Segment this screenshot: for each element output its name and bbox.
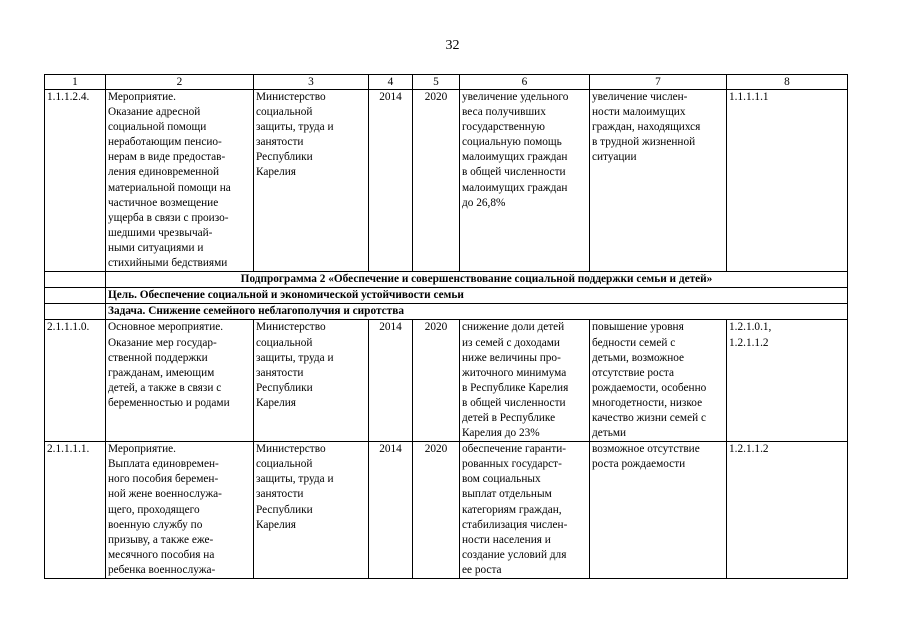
cell-line: увеличение числен- <box>592 91 688 103</box>
cell-line: вом социальных <box>462 473 541 486</box>
code-cell <box>45 320 106 442</box>
section-spacer-cell <box>45 304 106 320</box>
table-row <box>45 320 848 442</box>
column-number-header: 6 <box>460 75 590 90</box>
cell-line: малоимущих граждан <box>462 151 568 164</box>
cell-line: ее роста <box>462 563 502 576</box>
cell-line: Основное мероприятие. <box>108 321 224 334</box>
section-row <box>45 304 848 320</box>
cell-line: обеспечение гаранти- <box>462 443 567 456</box>
cell-line: детьми <box>592 427 627 440</box>
cell-line: ущерба в связи с произо- <box>108 211 229 224</box>
cell-line: в Республике Карелия <box>462 381 569 394</box>
section-heading: Подпрограмма 2 «Обеспечение и совершенствование социальной поддержки семьи и детей» <box>106 272 848 288</box>
cell-line: детей в Республике <box>462 411 556 424</box>
cell-line: повышение уровня <box>592 321 684 334</box>
section-spacer-cell <box>45 288 106 304</box>
cell-line: защиты, труда и <box>256 121 334 134</box>
cell-line: ситуации <box>592 151 637 164</box>
cell-line: Республики <box>256 151 313 164</box>
column-number-header: 8 <box>727 75 848 90</box>
expected-result-cell <box>460 90 590 272</box>
measure-name-cell <box>106 320 254 442</box>
cell-line: ными ситуациями и <box>108 241 204 254</box>
cell-line: 1.1.1.2.4. <box>47 91 90 103</box>
code-cell <box>45 90 106 272</box>
column-number-header: 2 <box>106 75 254 90</box>
cell-line: защиты, труда и <box>256 473 334 486</box>
cell-line: Карелия <box>256 396 296 409</box>
cell-line: увеличение удельного <box>462 91 569 103</box>
cell-line: веса получивших <box>462 106 546 119</box>
consequence-cell <box>590 90 727 272</box>
cell-line: социальной помощи <box>108 121 207 134</box>
code-cell <box>45 442 106 579</box>
executor-cell <box>254 442 369 579</box>
cell-line: шедшими чрезвычай- <box>108 226 213 239</box>
cell-line: Карелия <box>256 518 296 531</box>
cell-line: социальной <box>256 458 313 471</box>
indicator-link-cell <box>727 320 848 442</box>
column-number-header: 4 <box>369 75 413 90</box>
cell-line: рождаемости, особенно <box>592 381 707 394</box>
cell-line: военную службу по <box>108 518 203 531</box>
cell-line: Оказание адресной <box>108 106 201 119</box>
end-year-cell: 2020 <box>413 320 460 442</box>
cell-line: Оказание мер государ- <box>108 336 217 349</box>
expected-result-cell <box>460 442 590 579</box>
cell-line: в общей численности <box>462 166 566 179</box>
table-row <box>45 90 848 272</box>
end-year-cell: 2020 <box>413 442 460 579</box>
cell-line: бедности семей с <box>592 336 676 349</box>
section-row <box>45 272 848 288</box>
cell-line: ребенка военнослужа- <box>108 563 216 576</box>
column-number-header: 3 <box>254 75 369 90</box>
cell-line: в общей численности <box>462 396 566 409</box>
cell-line: ного пособия беремен- <box>108 473 219 486</box>
measure-name-cell <box>106 442 254 579</box>
cell-line: ления единовременной <box>108 166 220 179</box>
program-table <box>44 74 848 579</box>
cell-line: Выплата единовремен- <box>108 458 219 471</box>
indicator-link-cell <box>727 442 848 579</box>
cell-line: снижение доли детей <box>462 321 565 334</box>
cell-line: Мероприятие. <box>108 443 176 456</box>
cell-line: Республики <box>256 381 313 394</box>
cell-line: детьми, возможное <box>592 351 685 364</box>
start-year-cell: 2014 <box>369 442 413 579</box>
cell-line: государственную <box>462 121 545 134</box>
cell-line: граждан, находящихся <box>592 121 701 134</box>
cell-line: социальной <box>256 106 313 119</box>
column-number-header: 5 <box>413 75 460 90</box>
cell-line: месячного пособия на <box>108 548 215 561</box>
cell-line: до 26,8% <box>462 196 506 209</box>
cell-line: 2.1.1.1.1. <box>47 443 90 456</box>
cell-line: 1.1.1.1.1 <box>729 91 769 103</box>
cell-line: Республики <box>256 503 313 516</box>
cell-line: занятости <box>256 366 304 379</box>
cell-line: житочного минимума <box>462 366 567 379</box>
cell-line: призыву, а также еже- <box>108 533 214 546</box>
cell-line: роста рождаемости <box>592 458 686 471</box>
measure-name-cell <box>106 90 254 272</box>
cell-line: ной жене военнослужа- <box>108 488 222 501</box>
cell-line: Министерство <box>256 443 326 456</box>
cell-line: отсутствие роста <box>592 366 675 379</box>
cell-line: многодетности, низкое <box>592 396 703 409</box>
table-row <box>45 442 848 579</box>
cell-line: частичное возмещение <box>108 196 219 209</box>
cell-line: Карелия до 23% <box>462 427 540 440</box>
cell-line: качество жизни семей с <box>592 411 706 424</box>
section-row <box>45 288 848 304</box>
cell-line: стихийными бедствиями <box>108 257 228 270</box>
cell-line: щего, проходящего <box>108 503 200 516</box>
start-year-cell: 2014 <box>369 320 413 442</box>
cell-line: Министерство <box>256 91 326 103</box>
cell-line: категориям граждан, <box>462 503 562 516</box>
column-number-header: 1 <box>45 75 106 90</box>
cell-line: ности малоимущих <box>592 106 686 119</box>
indicator-link-cell <box>727 90 848 272</box>
cell-line: рованных государст- <box>462 458 562 471</box>
section-heading: Цель. Обеспечение социальной и экономической устойчивости семьи <box>106 288 848 304</box>
cell-line: Министерство <box>256 321 326 334</box>
cell-line: в трудной жизненной <box>592 136 696 149</box>
cell-line: детей, а также в связи с <box>108 381 222 394</box>
cell-line: социальной <box>256 336 313 349</box>
cell-line: беременностью и родами <box>108 396 230 409</box>
consequence-cell <box>590 320 727 442</box>
executor-cell <box>254 90 369 272</box>
cell-line: выплат отдельным <box>462 488 552 501</box>
cell-line: 2.1.1.1.0. <box>47 321 90 334</box>
consequence-cell <box>590 442 727 579</box>
cell-line: нерам в виде предостав- <box>108 151 226 164</box>
cell-line: создание условий для <box>462 548 567 561</box>
start-year-cell: 2014 <box>369 90 413 272</box>
expected-result-cell <box>460 320 590 442</box>
executor-cell <box>254 320 369 442</box>
cell-line: возможное отсутствие <box>592 443 700 456</box>
column-number-header: 7 <box>590 75 727 90</box>
cell-line: малоимущих граждан <box>462 181 568 194</box>
cell-line: социальную помощь <box>462 136 562 149</box>
section-heading: Задача. Снижение семейного неблагополучия и сиротства <box>106 304 848 320</box>
cell-line: 1.2.1.1.2 <box>729 443 769 456</box>
cell-line: ности населения и <box>462 533 551 546</box>
cell-line: 1.2.1.1.2 <box>729 336 769 349</box>
page-number: 32 <box>445 38 460 53</box>
cell-line: гражданам, имеющим <box>108 366 215 379</box>
cell-line: 1.2.1.0.1, <box>729 321 772 334</box>
table-header-row <box>45 75 848 90</box>
cell-line: занятости <box>256 488 304 501</box>
cell-line: материальной помощи на <box>108 181 231 194</box>
cell-line: ственной поддержки <box>108 351 208 364</box>
section-spacer-cell <box>45 272 106 288</box>
cell-line: ниже величины про- <box>462 351 561 364</box>
cell-line: из семей с доходами <box>462 336 560 349</box>
cell-line: защиты, труда и <box>256 351 334 364</box>
cell-line: Карелия <box>256 166 296 179</box>
cell-line: Мероприятие. <box>108 91 176 103</box>
end-year-cell: 2020 <box>413 90 460 272</box>
cell-line: неработающим пенсио- <box>108 136 222 149</box>
cell-line: стабилизация числен- <box>462 518 568 531</box>
cell-line: занятости <box>256 136 304 149</box>
